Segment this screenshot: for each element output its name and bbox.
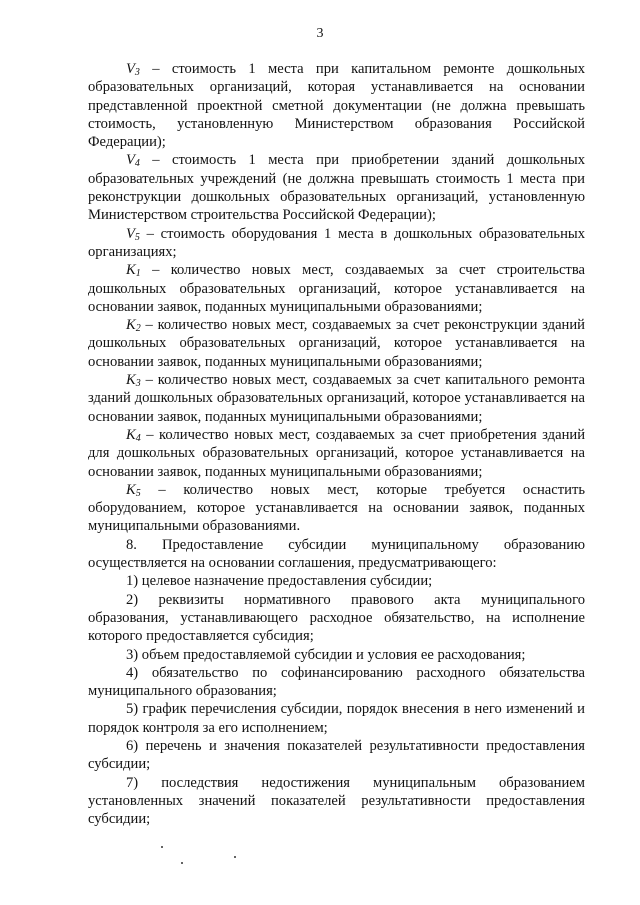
scan-speck [234, 856, 236, 858]
symbol-k2: $K_2$ [126, 317, 141, 335]
symbol-k5: $K_5$ [126, 481, 141, 499]
definition-k4: $K_4$ – количество новых мест, создаваемых за счет приобретения зданий для дошкольных образовательных организаций, которое устанавливается на основании заявок, поданных муниципальными образованиями; [88, 426, 585, 480]
list-item-2: 2) реквизиты нормативного правового акта муниципального образования, устанавливающего расходное обязательство, на исполнение которого предоставляется субсидия; [88, 591, 585, 645]
symbol-v3: $V_3$ [126, 61, 140, 78]
page-number: 3 [316, 26, 324, 41]
clause-8: 8. Предоставление субсидии муниципальному образованию осуществляется на основании соглашения, предусматривающего: [88, 536, 585, 572]
list-item-5: 5) график перечисления субсидии, порядок внесения в него изменений и порядок контроля за его исполнением; [88, 701, 585, 736]
document-body [88, 60, 585, 828]
symbol-v5: $V_5$ [126, 225, 140, 243]
definition-v4: $V_4$ – стоимость 1 места при приобретении зданий дошкольных образовательных учреждений (не должна превышать стоимость 1 места при реконструкции дошкольных образовательных организаций, установленную Министерством строительства Российской Федерации); [88, 152, 585, 224]
definition-v3: $V_3$ – стоимость 1 места при капитальном ремонте дошкольных образовательных организаций, которая устанавливается на основании представленной проектной сметной документации (не должна превышать стоимость, установленную Министерством образования Российской Федерации); [88, 61, 585, 151]
symbol-v4: $V_4$ [126, 152, 140, 170]
definition-v5: $V_5$ – стоимость оборудования 1 места в дошкольных образовательных организациях; [88, 225, 585, 260]
definition-k5: $K_5$ – количество новых мест, которые требуется оснастить оборудованием, которое устанавливается на основании заявок, поданных муниципальными образованиями. [88, 481, 585, 535]
scan-speck [161, 846, 163, 848]
list-item-3: 3) объем предоставляемой субсидии и условия ее расходования; [126, 646, 526, 663]
definition-k2: $K_2$ – количество новых мест, создаваемых за счет реконструкции зданий дошкольных образовательных организаций, которое устанавливается на основании заявок, поданных муниципальными образованиями; [88, 317, 585, 370]
symbol-k4: $K_4$ [126, 426, 141, 444]
definition-k3: $K_3$ – количество новых мест, создаваемых за счет капитального ремонта зданий дошкольных образовательных организаций, которое устанавливается на основании заявок, поданных муниципальными образованиями; [88, 372, 585, 425]
list-item-1: 1) целевое назначение предоставления субсидии; [126, 573, 433, 590]
scan-speck [181, 862, 183, 864]
list-item-7: 7) последствия недостижения муниципальным образованием установленных значений показателей результативности предоставления субсидии; [88, 774, 585, 828]
list-item-4: 4) обязательство по софинансированию расходного обязательства муниципального образования; [88, 664, 585, 700]
symbol-k3: $K_3$ [126, 372, 141, 390]
list-item-6: 6) перечень и значения показателей результативности предоставления субсидии; [88, 737, 585, 773]
symbol-k1: $K_1$ [126, 262, 141, 280]
definition-k1: $K_1$ – количество новых мест, создаваемых за счет строительства дошкольных образовательных организаций, которое устанавливается на основании заявок, поданных муниципальными образованиями; [88, 262, 585, 315]
